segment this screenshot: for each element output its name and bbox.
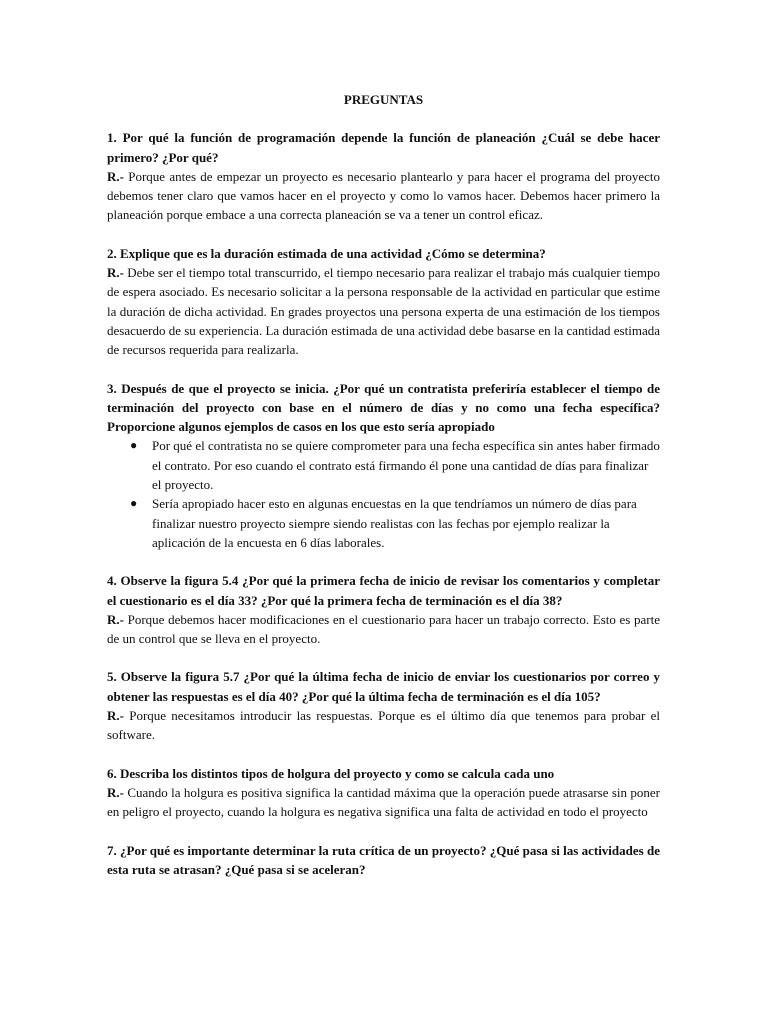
answer-2 (107, 263, 660, 359)
answer-6 (107, 783, 660, 822)
question-3: 3. Después de que el proyecto se inicia. ¿Por qué un contratista preferiría establecer el tiempo de terminación del proyecto con base en el número de días y no como una fecha específica? Proporcione algunos ejemplos de casos en los que esto sería apropiado (107, 380, 660, 435)
answer-prefix: R.- (107, 265, 124, 281)
answer-text: Porque debemos hacer modificaciones en el cuestionario para hacer un trabajo correcto. Esto es parte de un control que se lleva en el proyecto. (107, 611, 660, 647)
bullet-item (107, 494, 660, 552)
question-block-5 (107, 667, 660, 744)
question-7: 7. ¿Por qué es importante determinar la ruta crítica de un proyecto? ¿Qué pasa si las actividades de esta ruta se atrasan? ¿Qué pasa si se aceleran? (107, 842, 660, 877)
answer-text: Debe ser el tiempo total transcurrido, el tiempo necesario para realizar el trabajo más cualquier tiempo de espera asociado. Es necesario solicitar a la persona responsable de la actividad en particular que estime la duración de dicha actividad. En grades proyectos una persona experta de una estimación de los tiempos desacuerdo de su experiencia. La duración estimada de una actividad debe basarse en la cantidad estimada de recursos requerida para realizarla. (107, 265, 660, 358)
question-4: 4. Observe la figura 5.4 ¿Por qué la primera fecha de inicio de revisar los comentarios y completar el cuestionario es el día 33? ¿Por qué la primera fecha de terminación es el día 38? (107, 573, 660, 608)
question-block-4 (107, 571, 660, 648)
question-block-2 (107, 244, 660, 360)
answer-text: Cuando la holgura es positiva significa la cantidad máxima que la operación puede atrasarse sin poner en peligro el proyecto, cuando la holgura es negativa significa una falta de actividad en todo el proyecto (107, 784, 660, 820)
answer-prefix: R.- (107, 708, 124, 724)
document-page (107, 90, 660, 898)
bullet-dot-icon: ● (130, 496, 138, 511)
answer-prefix: R.- (107, 611, 124, 627)
answer-4 (107, 610, 660, 649)
answer-text: Porque necesitamos introducir las respuestas. Porque es el último día que tenemos para probar el software. (107, 708, 660, 743)
question-block-3 (107, 379, 660, 553)
bullet-text: Por qué el contratista no se quiere comprometer para una fecha específica sin antes haber firmado el contrato. Por eso cuando el contrato está firmando él pone una cantidad de días para finalizar el proyecto. (152, 438, 660, 493)
answer-prefix: R.- (107, 168, 124, 184)
answer-3-bullet-list (107, 436, 660, 552)
answer-text: Porque antes de empezar un proyecto es necesario plantearlo y para hacer el programa del proyecto debemos tener claro que vamos hacer en el proyecto y como lo vamos hacer. Debemos hacer primero la planeación porque embace a una correcta planeación se va a tener un control eficaz. (107, 168, 660, 223)
answer-5 (107, 706, 660, 745)
answer-1 (107, 167, 660, 225)
bullet-text: Sería apropiado hacer esto en algunas encuestas en la que tendríamos un número de días para finalizar nuestro proyecto siempre siendo realistas con las fechas por ejemplo realizar la aplicación de la encuesta en 6 días laborales. (152, 496, 637, 550)
question-block-6 (107, 764, 660, 822)
answer-prefix: R.- (107, 784, 124, 800)
bullet-dot-icon: ● (130, 438, 138, 453)
question-2: 2. Explique que es la duración estimada de una actividad ¿Cómo se determina? (107, 245, 546, 261)
question-block-7 (107, 841, 660, 880)
question-1: 1. Por qué la función de programación depende la función de planeación ¿Cuál se debe hacer primero? ¿Por qué? (107, 130, 660, 165)
question-6: 6. Describa los distintos tipos de holgura del proyecto y como se calcula cada uno (107, 765, 555, 781)
document-title: PREGUNTAS (343, 92, 424, 107)
question-block-1 (107, 128, 660, 224)
bullet-item (107, 436, 660, 494)
question-5: 5. Observe la figura 5.7 ¿Por qué la última fecha de inicio de enviar los cuestionarios por correo y obtener las respuestas es el día 40? ¿Por qué la última fecha de terminación es el día 105? (107, 669, 660, 704)
